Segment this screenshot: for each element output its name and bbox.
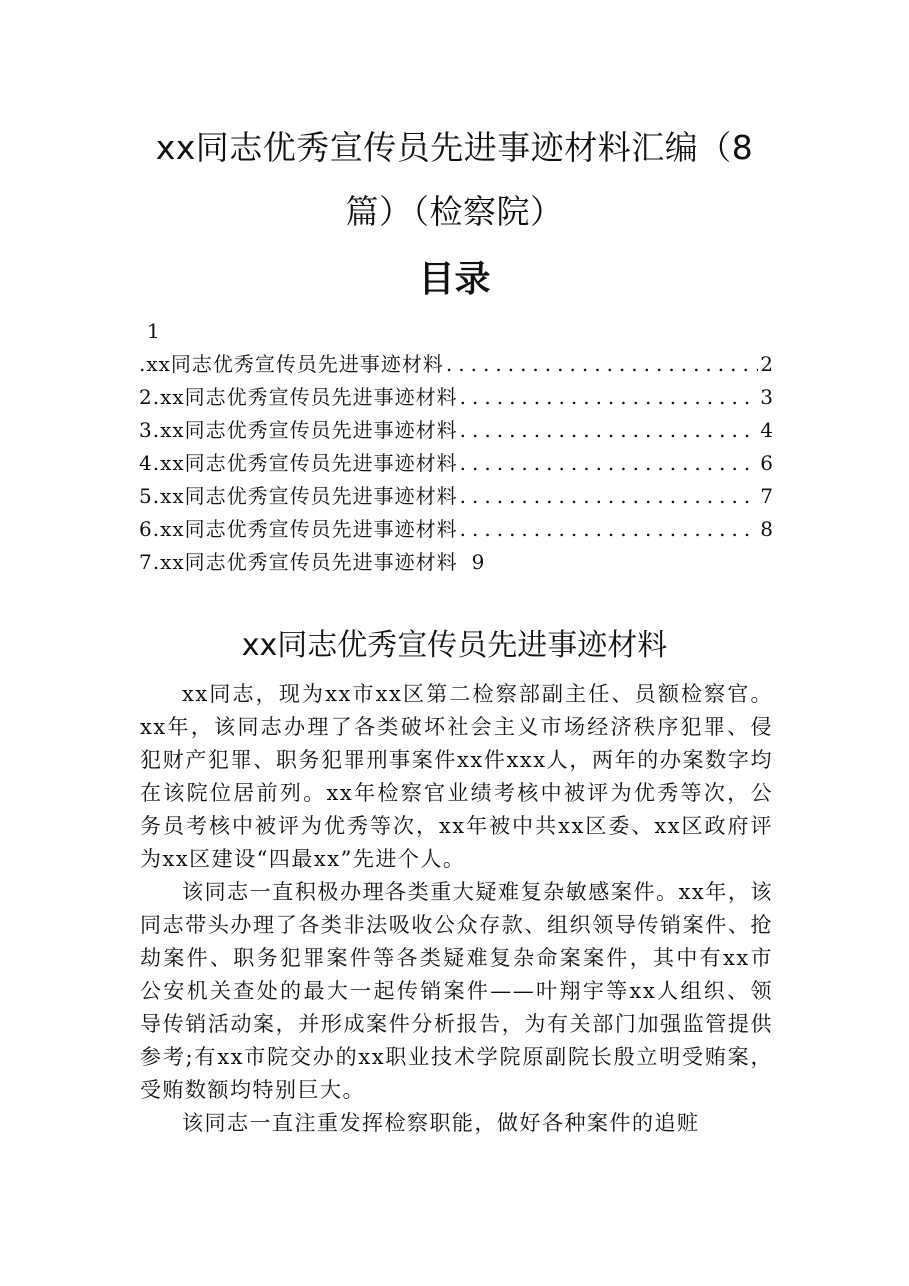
- toc-entry-page: 2: [760, 352, 773, 376]
- toc-entry-5[interactable]: [139, 480, 773, 513]
- toc-entry-text: 5.xx同志优秀宣传员先进事迹材料: [139, 484, 458, 508]
- toc-entry-text: .xx同志优秀宣传员先进事迹材料: [139, 352, 444, 376]
- toc-entry-7[interactable]: [139, 546, 773, 579]
- toc-leader-dots: [458, 513, 759, 546]
- toc-entry-4[interactable]: [139, 447, 773, 480]
- toc-entry-page: 7: [760, 484, 773, 508]
- toc-heading: 目录: [418, 259, 491, 300]
- toc-entry-page: 8: [760, 517, 773, 541]
- toc-entry-text: 7.xx同志优秀宣传员先进事迹材料: [139, 550, 458, 574]
- toc-entry-text: 2.xx同志优秀宣传员先进事迹材料: [139, 385, 458, 409]
- toc-entry-page: 4: [760, 418, 773, 442]
- article-title: xx同志优秀宣传员先进事迹材料: [241, 628, 668, 663]
- table-of-contents: [139, 348, 773, 579]
- toc-entry-page: 9: [471, 550, 485, 574]
- body-paragraph-1: xx同志，现为xx市xx区第二检察部副主任、员额检察官。xx年，该同志办理了各类破坏社会主义市场经济秩序犯罪、侵犯财产犯罪、职务犯罪刑事案件xx件xxx人，两年的办案数字均在该院位居前列。xx年检察官业绩考核中被评为优秀等次，公务员考核中被评为优秀等次，xx年被中共xx区委、xx区政府评为xx区建设“四最xx”先进个人。: [140, 682, 773, 871]
- toc-entry-3[interactable]: [139, 414, 773, 447]
- toc-list-marker: 1: [147, 319, 160, 343]
- toc-leader-dots: [458, 480, 759, 513]
- document-title-line1: xx同志优秀宣传员先进事迹材料汇编（8: [155, 128, 754, 167]
- article-body: [140, 678, 773, 1140]
- body-paragraph-3: 该同志一直注重发挥检察职能，做好各种案件的追赃: [182, 1111, 700, 1135]
- toc-entry-6[interactable]: [139, 513, 773, 546]
- toc-entry-text: 3.xx同志优秀宣传员先进事迹材料: [139, 418, 458, 442]
- document-title-line2: 篇）（检察院）: [345, 192, 564, 231]
- toc-leader-dots: [458, 414, 759, 447]
- body-paragraph-2: 该同志一直积极办理各类重大疑难复杂敏感案件。xx年，该同志带头办理了各类非法吸收公众存款、组织领导传销案件、抢劫案件、职务犯罪案件等各类疑难复杂命案案件，其中有xx市公安机关查处的最大一起传销案件——叶翔宇等xx人组织、领导传销活动案，并形成案件分析报告，为有关部门加强监管提供参考;有xx市院交办的xx职业技术学院原副院长殷立明受贿案，受贿数额均特别巨大。: [140, 880, 773, 1102]
- toc-leader-dots: [458, 447, 759, 480]
- toc-entry-2[interactable]: [139, 381, 773, 414]
- toc-entry-page: 3: [760, 385, 773, 409]
- toc-leader-dots: [458, 381, 759, 414]
- toc-entry-text: 6.xx同志优秀宣传员先进事迹材料: [139, 517, 458, 541]
- toc-entry-1[interactable]: [139, 348, 773, 381]
- toc-entry-text: 4.xx同志优秀宣传员先进事迹材料: [139, 451, 458, 475]
- toc-entry-page: 6: [760, 451, 773, 475]
- toc-leader-dots: [444, 348, 758, 381]
